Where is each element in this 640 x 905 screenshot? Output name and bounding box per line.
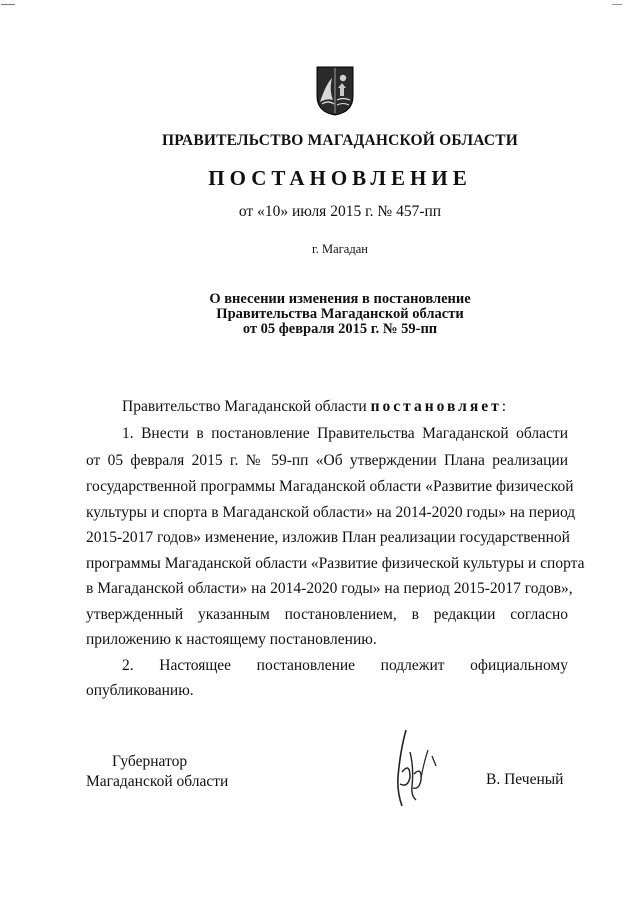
item1-line: 1. Внести в постановление Правительства Магаданской области [122,425,568,442]
subject-line: Правительства Магаданской области [216,306,464,322]
item1-line: 2015-2017 годов» изменение, изложив План реализации государственной [86,529,570,546]
signer-title: Губернатор [112,753,188,770]
item2-line: 2. Настоящее постановление подлежит официальному [122,657,568,674]
document-place: г. Магадан [312,242,368,256]
preamble [122,398,568,416]
document-subject [20,292,640,337]
item1-line: приложению к настоящему постановлению. [86,631,377,648]
scan-mark [612,0,622,5]
item1-line: от 05 февраля 2015 г. № 59-пп «Об утверждении Плана реализации [86,452,568,469]
magadan-oblast-coat-of-arms-icon [316,66,354,116]
subject-line: от 05 февраля 2015 г. № 59-пп [242,321,438,337]
handwritten-signature [388,722,448,812]
document-date-number: от «10» июля 2015 г. № 457-пп [238,203,442,220]
item1-line: государственной программы Магаданской области «Развитие физической [86,478,574,495]
item1-line: культуры и спорта в Магаданской области» на 2014-2020 годы» на период [86,504,576,521]
signer-name: В. Печеный [486,771,564,788]
preamble-colon: : [501,398,507,415]
scan-mark [1,0,15,5]
item1-line: утвержденный указанным постановлением, в редакции согласно [86,606,568,623]
preamble-text: Правительство Магаданской области [122,398,367,415]
signer-position [86,752,228,792]
subject-line: О внесении изменения в постановление [209,291,471,307]
item1-line: программы Магаданской области «Развитие физической культуры и спорта [86,555,585,572]
government-title: ПРАВИТЕЛЬСТВО МАГАДАНСКОЙ ОБЛАСТИ [161,132,519,149]
document-type: ПОСТАНОВЛЕНИЕ [208,166,472,190]
item2-line: опубликованию. [86,682,194,699]
preamble-keyword: постановляет [370,398,502,415]
signer-region: Магаданской области [86,773,229,790]
item1-line: в Магаданской области» на 2014-2020 годы» на период 2015-2017 годов», [86,580,573,597]
